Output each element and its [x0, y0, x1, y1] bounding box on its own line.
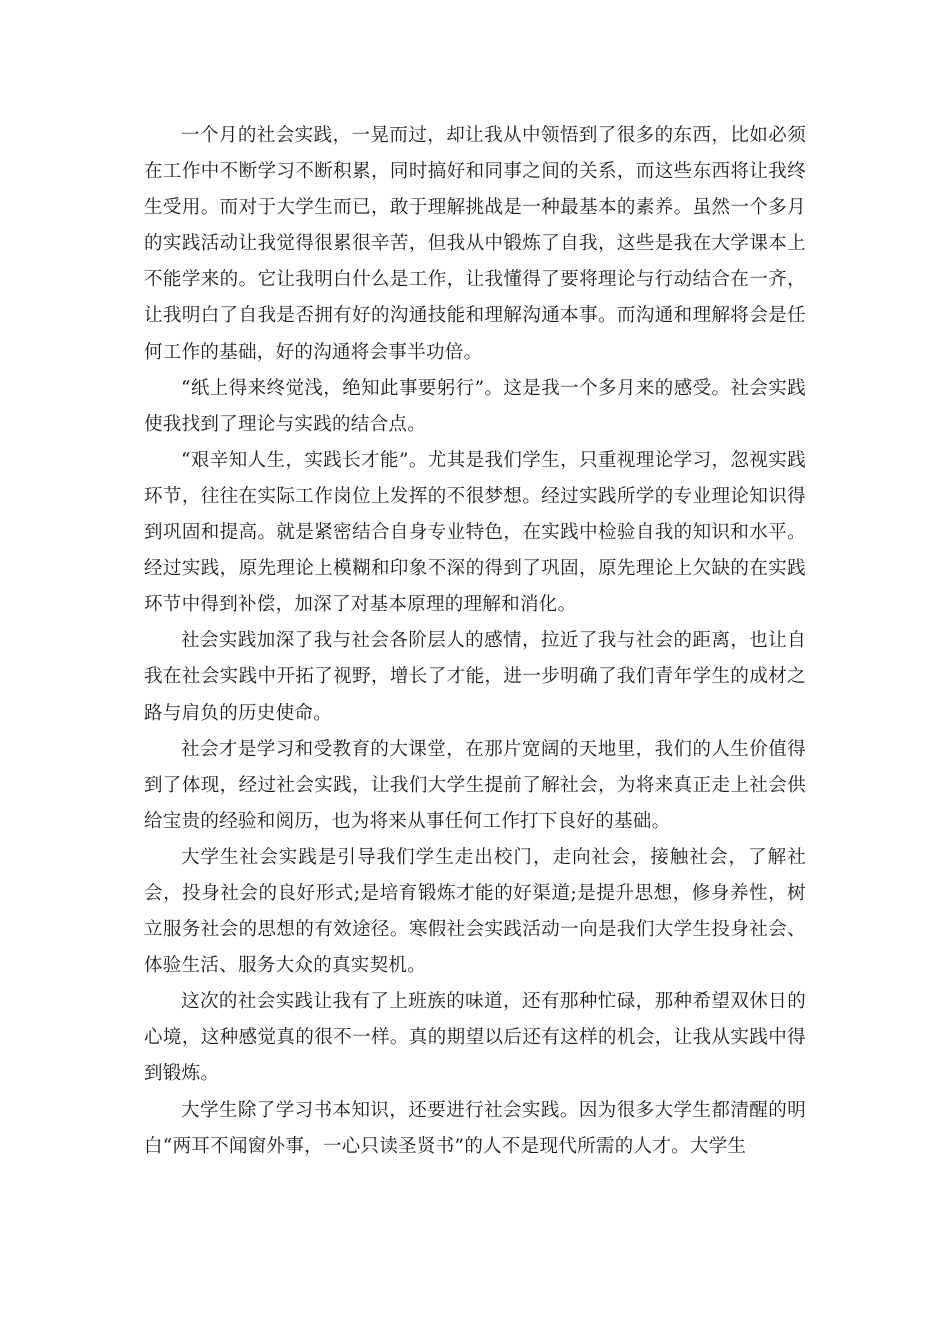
paragraph-8: 大学生除了学习书本知识，还要进行社会实践。因为很多大学生都清醒的明白“两耳不闻窗外事，一心只读圣贤书”的人不是现代所需的人才。大学生 — [144, 1099, 806, 1157]
paragraph-7: 这次的社会实践让我有了上班族的味道，还有那种忙碌，那种希望双休日的心境，这种感觉真的很不一样。真的期望以后还有这样的机会，让我从实践中得到锻炼。 — [144, 991, 806, 1085]
paragraph-1: 一个月的社会实践，一晃而过，却让我从中领悟到了很多的东西，比如必须在工作中不断学习不断积累，同时搞好和同事之间的关系，而这些东西将让我终生受用。而对于大学生而已，敢于理解挑战是一种最基本的素养。虽然一个多月的实践活动让我觉得很累很辛苦，但我从中锻炼了自我，这些是我在大学课本上不能学来的。它让我明白什么是工作，让我懂得了要将理论与行动结合在一齐，让我明白了自我是否拥有好的沟通技能和理解沟通本事。而沟通和理解将会是任何工作的基础，好的沟通将会事半功倍。 — [144, 125, 806, 363]
document-body — [144, 118, 806, 1165]
paragraph-3: “艰辛知人生，实践长才能”。尤其是我们学生，只重视理论学习，忽视实践环节，往往在实际工作岗位上发挥的不很梦想。经过实践所学的专业理论知识得到巩固和提高。就是紧密结合自身专业特色，在实践中检验自我的知识和水平。经过实践，原先理论上模糊和印象不深的得到了巩固，原先理论上欠缺的在实践环节中得到补偿，加深了对基本原理的理解和消化。 — [144, 449, 806, 616]
paragraph-5: 社会才是学习和受教育的大课堂，在那片宽阔的天地里，我们的人生价值得到了体现，经过社会实践，让我们大学生提前了解社会，为将来真正走上社会供给宝贵的经验和阅历，也为将来从事任何工作打下良好的基础。 — [144, 738, 806, 832]
paragraph-4: 社会实践加深了我与社会各阶层人的感情，拉近了我与社会的距离，也让自我在社会实践中开拓了视野，增长了才能，进一步明确了我们青年学生的成材之路与肩负的历史使命。 — [144, 630, 806, 724]
paragraph-2: “纸上得来终觉浅，绝知此事要躬行”。这是我一个多月来的感受。社会实践使我找到了理论与实践的结合点。 — [144, 377, 806, 435]
paragraph-6: 大学生社会实践是引导我们学生走出校门，走向社会，接触社会，了解社会，投身社会的良好形式;是培育锻炼才能的好渠道;是提升思想，修身养性，树立服务社会的思想的有效途径。寒假社会实践活动一向是我们大学生投身社会、体验生活、服务大众的真实契机。 — [144, 846, 806, 977]
